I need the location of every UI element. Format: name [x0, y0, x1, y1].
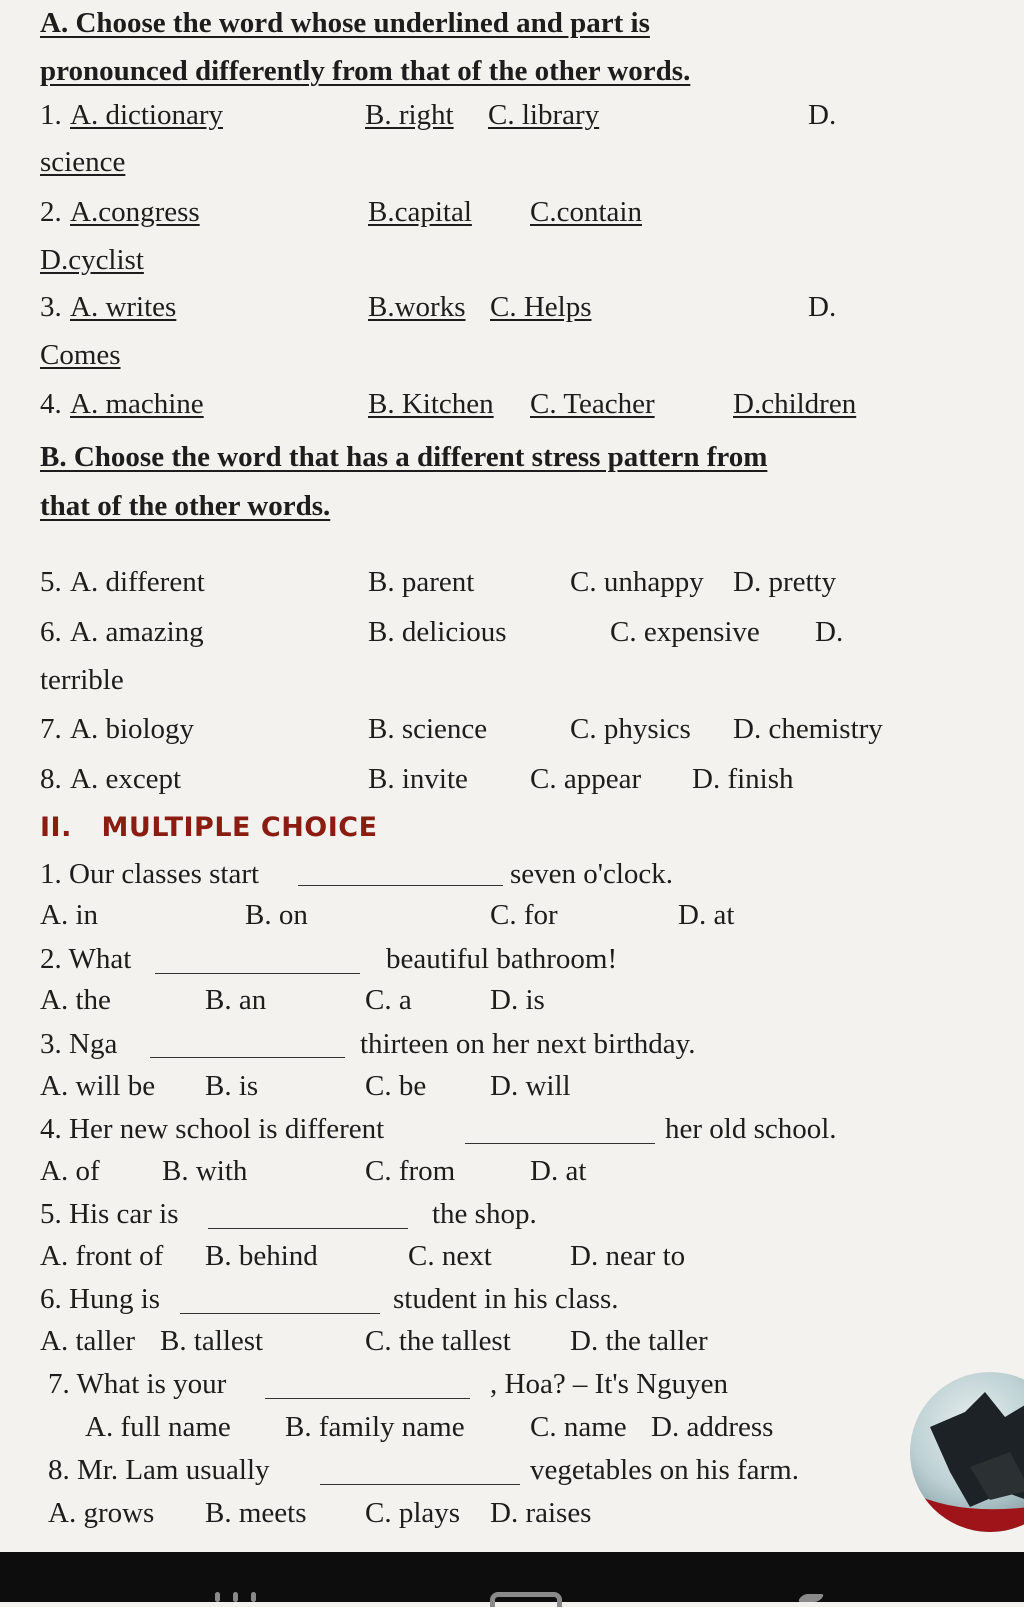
option-c: C. a [365, 984, 412, 1016]
section-b-heading-cont: that of the other words. [40, 490, 331, 522]
option-c: C.contain [530, 196, 642, 228]
option-c: C. next [408, 1240, 492, 1272]
question-stem: 7. What is your [48, 1368, 227, 1400]
option-a: A. will be [40, 1070, 156, 1102]
avatar[interactable] [910, 1372, 1024, 1532]
option-d: D. [808, 99, 837, 131]
question-number: 2. [40, 196, 62, 228]
option-d: D.children [733, 388, 857, 420]
option-d: D. at [678, 899, 735, 931]
option-a: A. in [40, 899, 98, 931]
avatar-image [910, 1372, 1024, 1532]
question-number: 8. [40, 763, 62, 795]
section-a-heading: A. Choose the word whose underlined and part is [40, 7, 650, 39]
option-d: D. is [490, 984, 545, 1016]
home-button[interactable] [490, 1592, 562, 1607]
answer-blank [320, 1484, 520, 1485]
question-stem: 5. His car is [40, 1198, 179, 1230]
option-b: B. behind [205, 1240, 318, 1272]
question-number: 1. [40, 99, 62, 131]
option-c: C. physics [570, 713, 691, 745]
option-b: B.works [368, 291, 466, 323]
option-b: B. family name [285, 1411, 465, 1443]
question-stem-end: her old school. [665, 1113, 837, 1145]
question-stem: 3. Nga [40, 1028, 118, 1060]
option-a: A. of [40, 1155, 100, 1187]
option-a: A. biology [70, 713, 195, 745]
option-b: B. is [205, 1070, 259, 1102]
option-c: C. the tallest [365, 1325, 511, 1357]
option-d: D. chemistry [733, 713, 883, 745]
question-stem: 8. Mr. Lam usually [48, 1454, 270, 1486]
option-b: B. parent [368, 566, 475, 598]
question-stem-end: seven o'clock. [510, 858, 674, 890]
option-a: A. taller [40, 1325, 136, 1357]
option-b: B. an [205, 984, 267, 1016]
option-b: B. on [245, 899, 308, 931]
option-b: B. meets [205, 1497, 307, 1529]
answer-blank [298, 885, 503, 886]
option-a: A.congress [70, 196, 200, 228]
option-d: D. pretty [733, 566, 837, 598]
option-c: C. be [365, 1070, 427, 1102]
question-number: 3. [40, 291, 62, 323]
answer-blank [208, 1228, 408, 1229]
option-d: D. finish [692, 763, 794, 795]
option-a: A. writes [70, 291, 177, 323]
option-a: A. machine [70, 388, 204, 420]
option-d-word: terrible [40, 664, 124, 696]
question-stem-end: beautiful bathroom! [386, 943, 618, 975]
option-c: C. plays [365, 1497, 461, 1529]
option-a: A. grows [48, 1497, 155, 1529]
option-b: B. science [368, 713, 488, 745]
option-a: A. full name [85, 1411, 231, 1443]
question-stem: 6. Hung is [40, 1283, 161, 1315]
option-d: D. near to [570, 1240, 686, 1272]
section-b-heading: B. Choose the word that has a different stress pattern from [40, 441, 768, 473]
option-d: D. [808, 291, 837, 323]
question-number: 6. [40, 616, 62, 648]
question-stem: 2. What [40, 943, 132, 975]
question-number: 7. [40, 713, 62, 745]
question-stem-end: thirteen on her next birthday. [360, 1028, 696, 1060]
system-nav-bar [0, 1552, 1024, 1602]
option-b: B. with [162, 1155, 248, 1187]
option-d: D. the taller [570, 1325, 708, 1357]
option-c: C. name [530, 1411, 627, 1443]
back-button[interactable] [797, 1594, 826, 1602]
option-b: B. right [365, 99, 454, 131]
option-d-word: Comes [40, 339, 121, 371]
option-d: D. raises [490, 1497, 592, 1529]
option-d: D. will [490, 1070, 571, 1102]
option-a: A. amazing [70, 616, 204, 648]
question-stem-end: student in his class. [393, 1283, 619, 1315]
answer-blank [265, 1398, 470, 1399]
answer-blank [150, 1057, 345, 1058]
option-a: A. front of [40, 1240, 164, 1272]
question-stem-end: vegetables on his farm. [530, 1454, 799, 1486]
option-c: C. for [490, 899, 558, 931]
option-d-word: science [40, 146, 126, 178]
option-c: C. Helps [490, 291, 592, 323]
option-d: D. at [530, 1155, 587, 1187]
option-c: C. appear [530, 763, 642, 795]
option-a: A. different [70, 566, 205, 598]
option-c: C. from [365, 1155, 456, 1187]
answer-blank [180, 1313, 380, 1314]
option-b: B.capital [368, 196, 472, 228]
option-c: C. Teacher [530, 388, 655, 420]
option-d: D. address [651, 1411, 774, 1443]
option-c: C. expensive [610, 616, 760, 648]
option-b: B. delicious [368, 616, 507, 648]
recent-apps-button[interactable] [215, 1588, 275, 1602]
question-stem: 4. Her new school is different [40, 1113, 385, 1145]
option-c: C. library [488, 99, 600, 131]
section-a-heading-cont: pronounced differently from that of the other words. [40, 55, 691, 87]
option-a: A. dictionary [70, 99, 224, 131]
option-c: C. unhappy [570, 566, 704, 598]
question-stem: 1. Our classes start [40, 858, 260, 890]
question-stem-end: , Hoa? – It's Nguyen [490, 1368, 728, 1400]
option-a: A. except [70, 763, 182, 795]
question-number: 5. [40, 566, 62, 598]
option-d: D. [815, 616, 844, 648]
multiple-choice-heading: II. MULTIPLE CHOICE [40, 812, 378, 843]
option-b: B. invite [368, 763, 468, 795]
question-number: 4. [40, 388, 62, 420]
option-d: D.cyclist [40, 244, 144, 276]
answer-blank [155, 973, 360, 974]
option-b: B. tallest [160, 1325, 264, 1357]
option-a: A. the [40, 984, 111, 1016]
answer-blank [465, 1143, 655, 1144]
question-stem-end: the shop. [432, 1198, 537, 1230]
option-b: B. Kitchen [368, 388, 494, 420]
